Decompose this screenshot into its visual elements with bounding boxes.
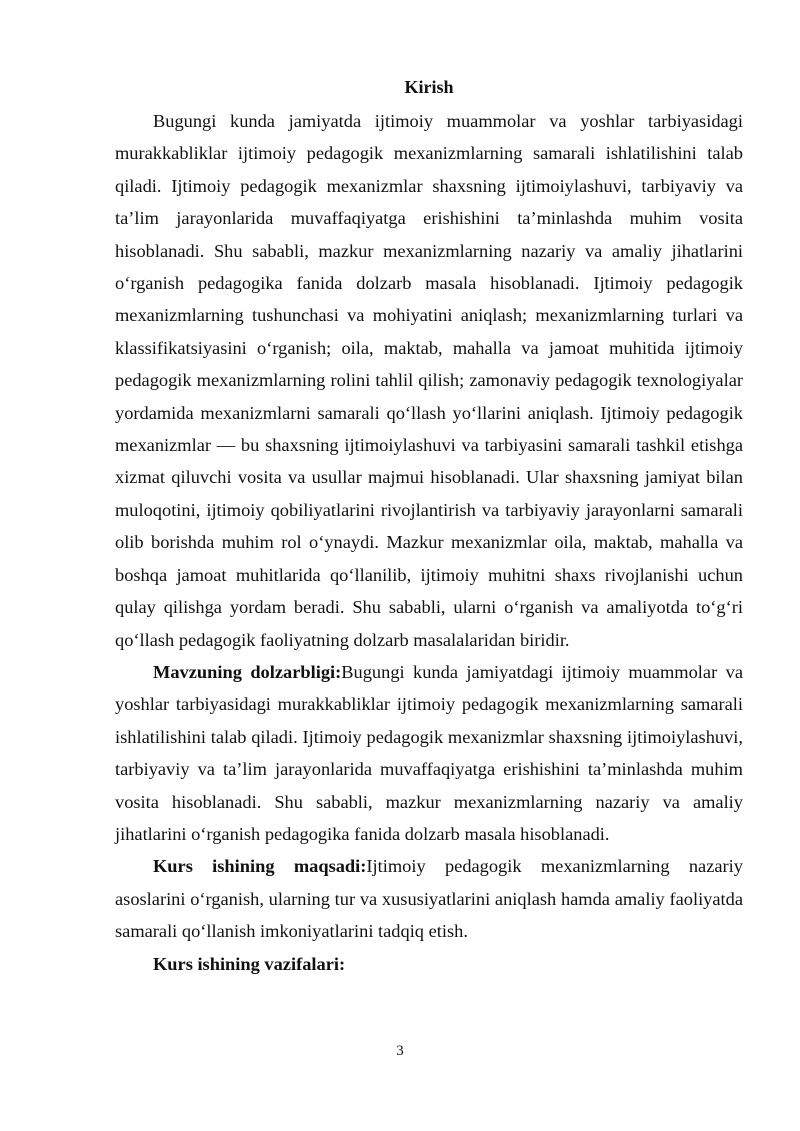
goal-paragraph [115,850,743,947]
page-title: Kirish [404,77,454,97]
relevance-paragraph [115,656,743,850]
page-body [115,74,743,980]
paragraph-text: Bugungi kunda jamiyatda ijtimoiy muammolar va yoshlar tarbiyasidagi murakkabliklar ijtimoiy pedagogik mexanizmlarning samarali ishlatilishini talab qiladi. Ijtimoiy pedagogik mexanizmlar shaxsning ijtimoiylashuvi, tarbiyaviy va ta’lim jarayonlarida muvaffaqiyatga erishishini ta’minlashda muhim vosita hisoblanadi. Shu sababli, mazkur mexanizmlarning nazariy va amaliy jihatlarini o‘rganish pedagogika fanida dolzarb masala hisoblanadi. Ijtimoiy pedagogik mexanizmlarning tushunchasi va mohiyatini aniqlash; mexanizmlarning turlari va klassifikatsiyasini o‘rganish; oila, maktab, mahalla va jamoat muhitida ijtimoiy pedagogik mexanizmlarning rolini tahlil qilish; zamonaviy pedagogik texnologiyalar yordamida mexanizmlarni samarali qo‘llash yo‘llarini aniqlash. Ijtimoiy pedagogik mexanizmlar — bu shaxsning ijtimoiylashuvi va tarbiyasini samarali tashkil etishga xizmat qiluvchi vosita va usullar majmui hisoblanadi. Ular shaxsning jamiyat bilan muloqotini, ijtimoiy qobiliyatlarini rivojlantirish va tarbiyaviy jarayonlarni samarali olib borishda muhim rol o‘ynaydi. Mazkur mexanizmlar oila, maktab, mahalla va boshqa jamoat muhitlarida qo‘llanilib, ijtimoiy muhitni shaxs rivojlanishi uchun qulay qilishga yordam beradi. Shu sababli, ularni o‘rganish va amaliyotda to‘g‘ri qo‘llash pedagogik faoliyatning dolzarb masalalaridan biridir. [115,111,743,650]
tasks-heading: Kurs ishining vazifalari: [153,953,346,974]
tasks-paragraph [115,948,743,980]
page-number: 3 [396,1043,404,1059]
intro-paragraph [115,105,743,656]
relevance-text: Bugungi kunda jamiyatdagi ijtimoiy muammolar va yoshlar tarbiyasidagi murakkabliklar ijtimoiy pedagogik mexanizmlarning samarali ishlatilishini talab qiladi. Ijtimoiy pedagogik mexanizmlar shaxsning ijtimoiylashuvi, tarbiyaviy va ta’lim jarayonlarida muvaffaqiyatga erishishini ta’minlashda muhim vosita hisoblanadi. Shu sababli, mazkur mexanizmlarning nazariy va amaliy jihatlarini o‘rganish pedagogika fanida dolzarb masala hisoblanadi. [115,661,743,844]
relevance-heading: Mavzuning dolzarbligi: [153,661,342,682]
goal-text: Ijtimoiy pedagogik mexanizmlarning nazariy asoslarini o‘rganish, ularning tur va xususiyatlarini aniqlash hamda amaliy faoliyatda samarali qo‘llanish imkoniyatlarini tadqiq etish. [115,856,743,942]
goal-heading: Kurs ishining maqsadi: [153,856,367,877]
